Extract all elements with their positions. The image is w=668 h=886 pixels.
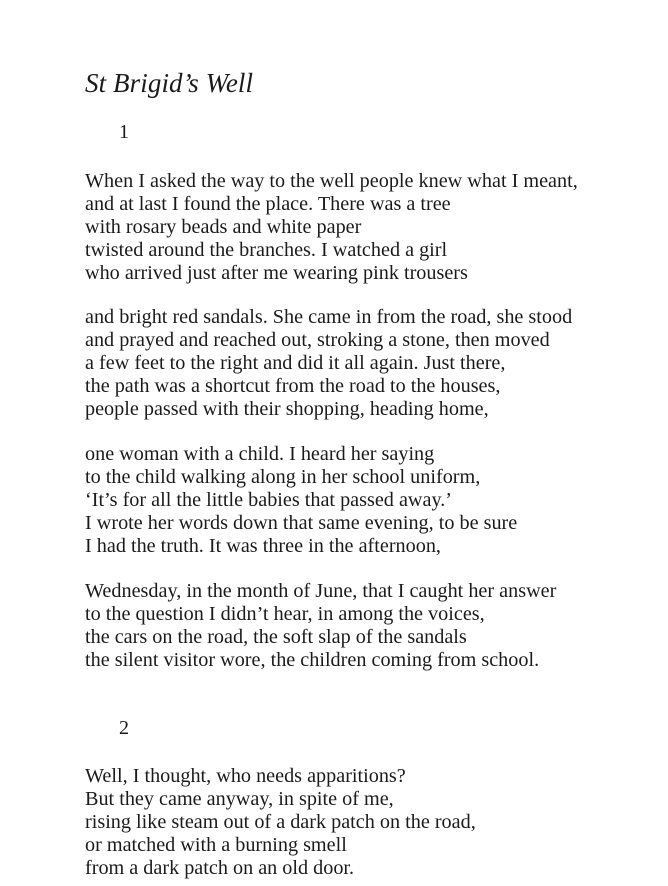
poem-line: a few feet to the right and did it all again. Just there, [85,352,506,374]
poem-line: to the child walking along in her school uniform, [85,466,481,488]
poem-line: and prayed and reached out, stroking a stone, then moved [85,329,550,351]
stanza-4 [85,580,556,672]
poem-line: When I asked the way to the well people knew what I meant, [85,170,578,192]
poem-line: to the question I didn’t hear, in among the voices, [85,603,485,625]
poem-line: I wrote her words down that same evening, to be sure [85,512,518,534]
section-number-1: 1 [119,121,129,143]
poem-line: people passed with their shopping, heading home, [85,398,489,420]
poem-line: and bright red sandals. She came in from the road, she stood [85,306,573,328]
poem-title: St Brigid’s Well [85,68,254,98]
poem-line: I had the truth. It was three in the afternoon, [85,535,441,557]
poem-line: the silent visitor wore, the children coming from school. [85,649,540,671]
stanza-1 [85,170,578,285]
poem-line: or matched with a burning smell [85,834,347,856]
poem-line: one woman with a child. I heard her saying [85,443,435,465]
poem-line: and at last I found the place. There was a tree [85,193,451,215]
poem-line: rising like steam out of a dark patch on the road, [85,811,476,833]
poem-line: Well, I thought, who needs apparitions? [85,765,406,787]
poem-line: who arrived just after me wearing pink trousers [85,262,468,284]
stanza-3 [85,443,517,558]
poem-line: with rosary beads and white paper [85,216,362,238]
stanza-5 [85,765,476,880]
stanza-2 [85,306,572,421]
poem-line: ‘It’s for all the little babies that passed away.’ [85,489,452,511]
poem-line: Wednesday, in the month of June, that I caught her answer [85,580,557,602]
poem-line: But they came anyway, in spite of me, [85,788,394,810]
section-number-2: 2 [119,717,129,739]
poem-line: twisted around the branches. I watched a girl [85,239,448,261]
poem-line: the cars on the road, the soft slap of the sandals [85,626,467,648]
poem-line: from a dark patch on an old door. [85,857,355,879]
poem-line: the path was a shortcut from the road to the houses, [85,375,501,397]
